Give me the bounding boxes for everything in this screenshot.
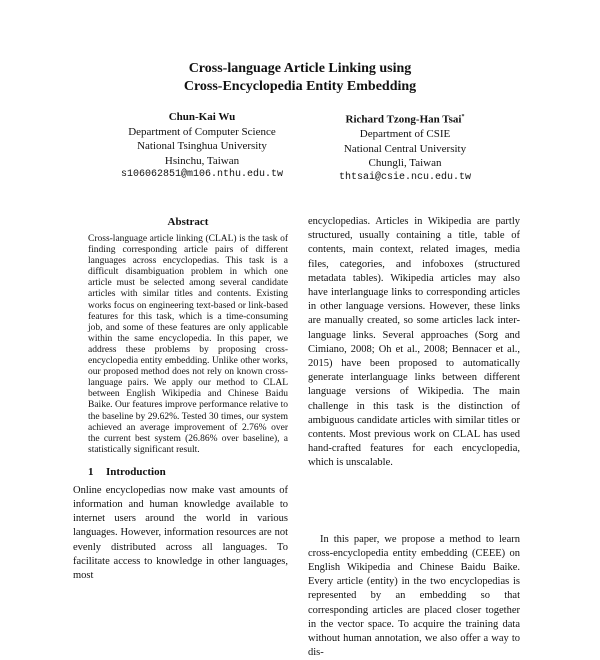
author-location: Hsinchu, Taiwan [164,154,240,167]
author-name-text: Richard Tzong-Han Tsai [345,113,462,126]
section-title: Introduction [106,465,166,478]
author-email: s106062851@m106.nthu.edu.tw [120,169,284,180]
title-line-1: Cross-language Article Linking using [188,61,412,76]
right-column [308,215,520,660]
right-paragraph-2: In this paper, we propose a method to learn cross-encyclopedia entity embedding (CEEE) on English Wikipedia and Chinese Baidu Baike. Every article (entity) in the two encyclopedias is represented by an embedding so that corresponding articles are placed closer together in the vector space. To acquire the training data without human annotation, we also offer a way to dis- [308,533,520,659]
introduction-text: Online encyclopedias now make vast amounts of information and human knowledge available to internet users around the world in various languages. However, information resources are not evenly distributed across all languages. To facilitate access to knowledge in other languages, most [73,484,288,582]
author-2 [305,110,505,185]
author-name: Chun-Kai Wu [168,111,236,123]
paper-title [0,60,600,96]
right-paragraph-1: encyclopedias. Articles in Wikipedia are partly structured, usually containing a title, table of contents, main context, related images, media files, categories, and infoboxes (structured metadata tables). Wikipedia articles may also have interlanguage links to corresponding articles in other language versions. However, these links are manually created, so some articles lack inter-language links. Several approaches (Sorg and Cimiano, 2008; Oh et al., 2008; Bennacer et al., 2015) have been proposed to automatically generate interlanguage links between different language versions of Wikipedia. The main challenge in this task is the distinction of ambiguous candidate articles with similar titles or contents. Most previous work on CLAL has used hand-crafted features for each encyclopedia, which is unscalable. [308,216,520,469]
author-university: National Central University [343,142,467,155]
abstract-heading: Abstract [167,216,209,228]
author-department: Department of CSIE [359,128,451,141]
author-university: National Tsinghua University [137,140,267,152]
left-column [73,215,288,583]
author-department: Department of Computer Science [128,125,276,138]
author-location: Chungli, Taiwan [368,157,442,170]
section-number: 1 [88,465,94,478]
title-line-2: Cross-Encyclopedia Entity Embedding [183,79,417,94]
abstract-text: Cross-language article linking (CLAL) is the task of finding corresponding article pairs of different languages across encyclopedias. This task is a difficult disambiguation problem in which one article must be selected among several candidate articles with similar titles and contents. Existing works focus on engineering text-based or link-based features for this task, which is a time-consuming job, and some of these features are only applicable within the same encyclopedia. In this paper, we address these problems by proposing cross-encyclopedia entity embedding. Unlike other works, our proposed method does not rely on known cross-language pairs. We apply our method to CLAL between English Wikipedia and Chinese Baidu Baike. Our features improve performance relative to the baseline by 29.62%. Tested 30 times, our system achieved an average improvement of 2.76% over the current best system (26.86% over baseline), a statistically significant result. [88,234,288,455]
author-email: thtsai@csie.ncu.edu.tw [338,171,472,183]
section-heading-introduction [88,465,288,479]
corresponding-author-mark: * [461,114,465,120]
author-1 [102,110,302,183]
author-name [305,110,505,127]
